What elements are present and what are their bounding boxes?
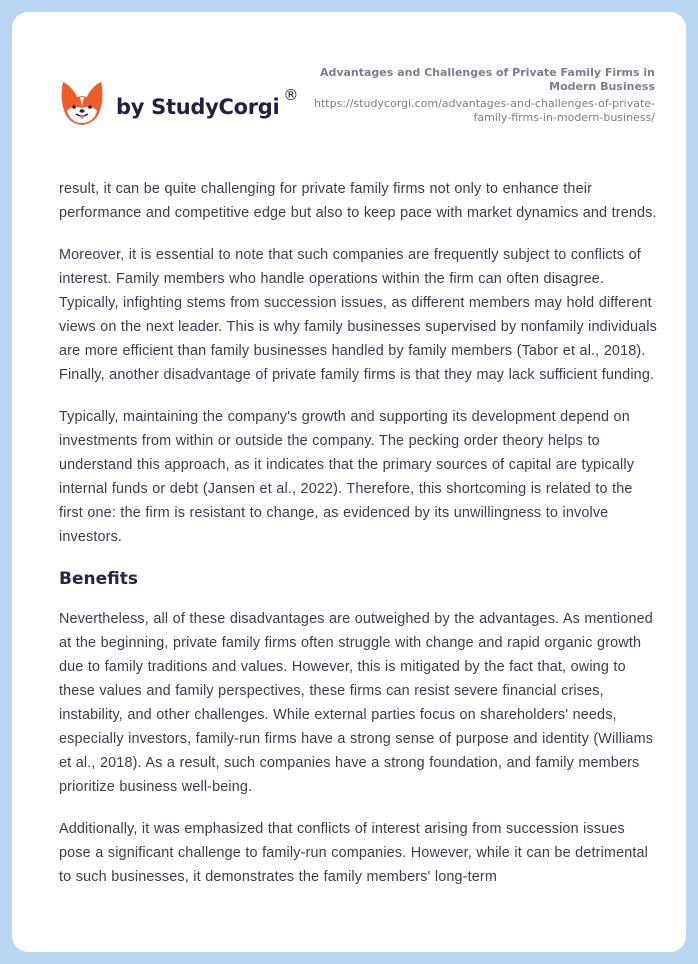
document-body [59,177,659,907]
document-card [12,12,686,952]
studycorgi-logo[interactable] [60,76,298,130]
registered-mark: ® [283,86,299,104]
paragraph: Additionally, it was emphasized that conflicts of interest arising from succession issues pose a significant challenge to family-run companies. However, while it can be detrimental to such businesses, it demonstrates the family members' long-term [59,821,649,885]
section-heading-benefits: Benefits [59,569,138,589]
document-meta [295,66,655,125]
document-title: Advantages and Challenges of Private Family Firms in Modern Business [319,66,655,93]
paragraph: result, it can be quite challenging for private family firms not only to enhance their performance and competitive edge but also to keep pace with market dynamics and trends. [59,181,657,221]
paragraph: Typically, maintaining the company's growth and supporting its development depend on investments from within or outside the company. The pecking order theory helps to understand this approach, as it indicates that the primary sources of capital are typically internal funds or debt (Jansen et al., 2022). Therefore, this shortcoming is related to the first one: the firm is resistant to change, as evidenced by its unwillingness to involve investors. [59,409,635,545]
document-header [12,12,686,162]
paragraph: Moreover, it is essential to note that such companies are frequently subject to conflicts of interest. Family members who handle operations within the firm can often disagree. Typically, infighting stems from succession issues, as different members may hold different views on the next leader. This is why family businesses supervised by nonfamily individuals are more efficient than family businesses handled by family members (Tabor et al., 2018). Finally, another disadvantage of private family firms is that they may lack sufficient funding. [59,247,657,383]
document-url[interactable]: https://studycorgi.com/advantages-and-challenges-of-private-family-firms-in-modern-business/ [314,97,655,124]
logo-text: by StudyCorgi [116,95,280,119]
corgi-logo-icon [60,80,104,126]
paragraph: Nevertheless, all of these disadvantages are outweighed by the advantages. As mentioned at the beginning, private family firms often struggle with change and rapid organic growth due to family traditions and values. However, this is mitigated by the fact that, owing to these values and family perspectives, these firms can resist severe financial crises, instability, and other challenges. While external parties focus on shareholders' needs, especially investors, family-run firms have a strong sense of purpose and identity (Williams et al., 2018). As a result, such companies have a strong foundation, and family members prioritize business well-being. [59,611,654,795]
